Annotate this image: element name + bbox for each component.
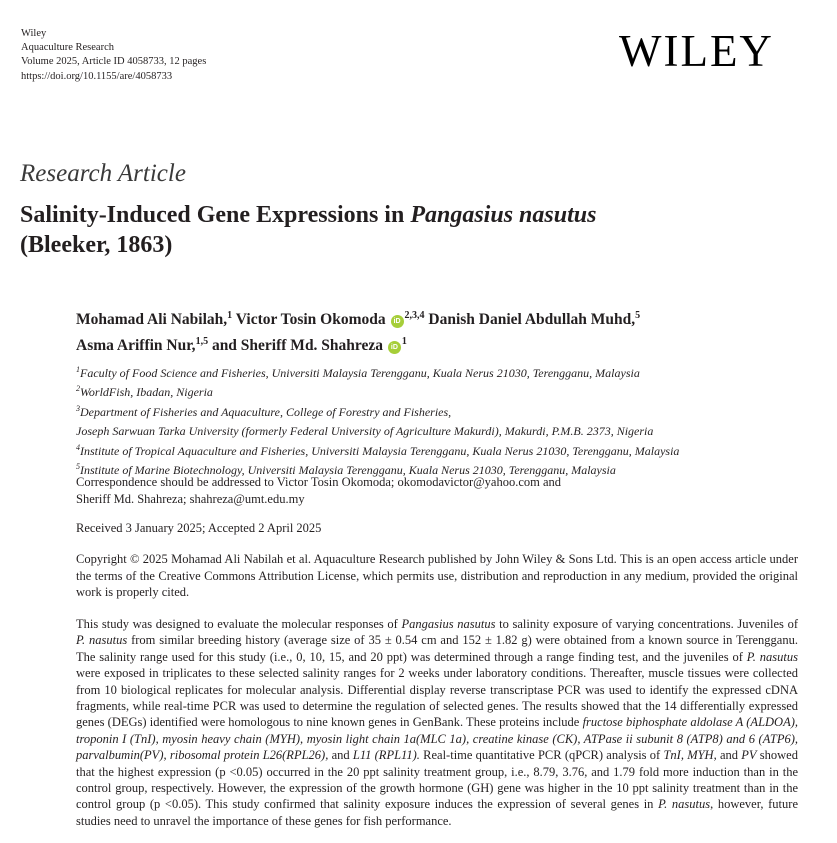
author-affiliation-mark: 1,5 (195, 336, 209, 348)
orcid-icon[interactable]: iD (391, 315, 404, 328)
author-name: Asma Ariffin Nur, (76, 337, 196, 355)
abstract (76, 616, 798, 829)
doi-link[interactable]: https://doi.org/10.1155/are/4058733 (21, 70, 173, 82)
author-list (76, 305, 796, 357)
wiley-logo: WILEY (619, 26, 774, 76)
affiliation-text: Joseph Sarwuan Tarka University (formerly Federal University of Agriculture Makurdi), Makurdi, P.M.B. 2373, Nigeria (76, 424, 654, 439)
journal-name: Aquaculture Research (21, 42, 114, 54)
title-text: Salinity-Induced Gene Expressions in (20, 202, 411, 228)
affiliation-text: Institute of Marine Biotechnology, Universiti Malaysia Terengganu, Kuala Nerus 21030, Terengganu, Malaysia (80, 463, 616, 478)
affiliation-item (76, 440, 679, 459)
affiliation-number: 5 (76, 462, 80, 472)
author-name: and Sheriff Md. Shahreza (211, 337, 384, 355)
affiliation-number: 2 (76, 384, 80, 394)
received-accepted-dates: Received 3 January 2025; Accepted 2 April 2025 (76, 521, 322, 535)
abstract-text: and (716, 748, 742, 763)
abstract-italic-text: Pangasius nasutus (401, 617, 496, 631)
correspondence-line: Correspondence should be addressed to Victor Tosin Okomoda; okomodavictor@yahoo.com and (76, 475, 562, 489)
correspondence-line: Sheriff Md. Shahreza; shahreza@umt.edu.my (76, 491, 305, 506)
author-name: Mohamad Ali Nabilah, (76, 311, 228, 329)
author-name: Victor Tosin Okomoda (235, 311, 386, 329)
affiliation-text: Faculty of Food Science and Fisheries, Universiti Malaysia Terengganu, Kuala Nerus 21030, Terengganu, Malaysia (80, 366, 640, 380)
abstract-italic-text: fructose biphosphate aldolase A (ALDOA), troponin I (TnI), myosin heavy chain (MYH), myosin light chain 1a(MLC 1a), creatine kinase (CK), ATPase ii subunit 8 (ATP8) and 6 (ATP6), parvalbumin(PV), ribosomal protein L26(RPL26), (76, 715, 798, 763)
abstract-italic-text: P. nasutus (658, 797, 711, 812)
orcid-icon[interactable]: iD (388, 341, 401, 354)
abstract-text: showed that the highest expression (p <0.05) occurred in the 20 ppt salinity treatment group, i.e., 8.79, 3.76, and 1.79 fold more induction than in the control group, respectively. However, the expression of the growth hormone (GH) gene was higher in the 10 ppt salinity treatment than in the control group (p <0.05). This study confirmed that salinity exposure induces the expression of several genes in (76, 748, 798, 812)
title-species: Pangasius nasutus (410, 202, 597, 228)
abstract-italic-text: PV (741, 748, 757, 763)
author-affiliation-mark: 1 (227, 310, 233, 321)
affiliation-number: 4 (76, 442, 80, 452)
abstract-text: and (328, 748, 353, 763)
abstract-italic-text: L11 (RPL11). (352, 748, 420, 763)
author-affiliation-mark: 2,3,4 (404, 310, 425, 321)
abstract-text: This study was designed to evaluate the molecular responses of (76, 617, 402, 631)
abstract-italic-text: TnI, MYH, (663, 748, 717, 763)
journal-info (21, 27, 206, 84)
author-affiliation-mark: 5 (635, 310, 641, 321)
affiliation-text: WorldFish, Ibadan, Nigeria (80, 385, 213, 400)
affiliation-text: Department of Fisheries and Aquaculture, College of Forestry and Fisheries, (80, 404, 452, 419)
affiliation-text: Institute of Tropical Aquaculture and Fisheries, Universiti Malaysia Terengganu, Kuala Nerus 21030, Terengganu, Malaysia (80, 443, 680, 458)
correspondence (76, 474, 798, 507)
affiliation-item (76, 420, 679, 439)
abstract-text: to salinity exposure of varying concentrations. Juveniles of (495, 617, 798, 631)
author-affiliation-mark: 1 (401, 336, 407, 348)
affiliation-item (76, 362, 679, 381)
abstract-text: Real-time quantitative PCR (qPCR) analysis of (419, 748, 664, 763)
publisher-name: Wiley (21, 28, 47, 39)
abstract-text: were exposed in triplicates to these selected salinity ranges for 2 weeks under laboratory conditions. Thereafter, muscle tissues were collected from 10 biological replicates for molecular analysis. Differential display reverse transcriptase PCR was used to identify the expressed cDNA fragments, while real-time PCR was used to determine the regulation of selected genes. The results showed that the 14 differentially expressed genes (DEGs) identified were homologous to nine known genes in GenBank. These proteins include (76, 666, 798, 730)
article-type: Research Article (20, 160, 186, 187)
article-title (20, 200, 810, 260)
abstract-text: from similar breeding history (average size of 35 ± 0.54 cm and 152 ± 1.82 g) were obtained from a known source in Terengganu. The salinity range used for this study (i.e., 0, 10, 15, and 20 ppt) was determined through a range finding test, and the juveniles of (76, 633, 798, 664)
abstract-italic-text: P. nasutus (76, 633, 128, 648)
abstract-text: , however, future studies need to unravel the importance of these genes for fish performance. (76, 797, 798, 828)
affiliation-item (76, 381, 679, 400)
copyright-notice: Copyright © 2025 Mohamad Ali Nabilah et al. Aquaculture Research published by John Wiley & Sons Ltd. This is an open access article under the terms of the Creative Commons Attribution License, which permits use, distribution and reproduction in any medium, provided the original work is properly cited. (76, 552, 798, 599)
abstract-italic-text: P. nasutus (746, 649, 798, 664)
title-authority: (Bleeker, 1863) (20, 232, 173, 258)
author-name: Danish Daniel Abdullah Muhd, (428, 311, 636, 329)
affiliation-list (76, 362, 679, 478)
affiliation-number: 1 (76, 365, 80, 374)
affiliation-item (76, 401, 679, 420)
affiliation-number: 3 (76, 403, 80, 413)
volume-info: Volume 2025, Article ID 4058733, 12 pages (21, 56, 207, 68)
